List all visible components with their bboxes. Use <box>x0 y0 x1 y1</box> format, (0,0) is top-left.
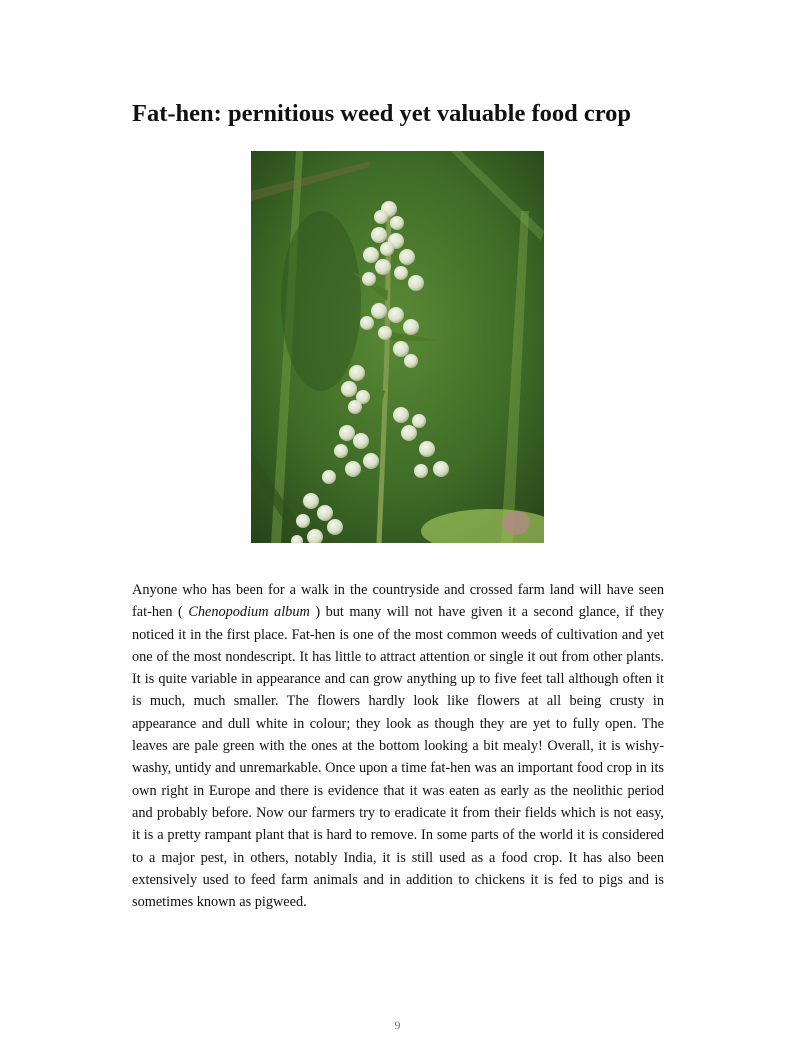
paragraph-intro: Anyone who has been for a walk in the countryside and crossed farm land will have seen fat-hen ( <box>132 582 664 621</box>
page-number: 9 <box>394 1018 401 1032</box>
article-paragraph <box>132 579 664 913</box>
fat-hen-photo <box>251 151 544 543</box>
paragraph-rest: ) but many will not have given it a second glance, if they noticed it in the first place. Fat-hen is one of the most common weeds of cultivation and yet one of the most nondescript. It has little to attract attention or single it out from other plants. It is quite variable in appearance and can grow anything up to five feet tall although often it is much, much smaller. The flowers hardly look like flowers at all being crusty in appearance and dull white in colour; they look as though they are yet to fully open. The leaves are pale green with the ones at the bottom looking a bit mealy! Overall, it is wishy-washy, untidy and unremarkable. Once upon a time fat-hen was an important food crop in its own right in Europe and there is evidence that it was eaten as early as the neolithic period and probably before. Now our farmers try to eradicate it from their fields which is not easy, it is a pretty rampant plant that is hard to remove. In some parts of the world it is considered to a major pest, in others, notably India, it is still used as a food crop. It has also been extensively used to feed farm animals and in addition to chickens it is fed to pigs and is sometimes known as pigweed. <box>132 604 664 911</box>
page-title: Fat-hen: pernitious weed yet valuable food crop <box>132 100 632 127</box>
fat-hen-flower-spike-image <box>251 151 544 543</box>
species-name: Chenopodium album <box>188 604 310 621</box>
